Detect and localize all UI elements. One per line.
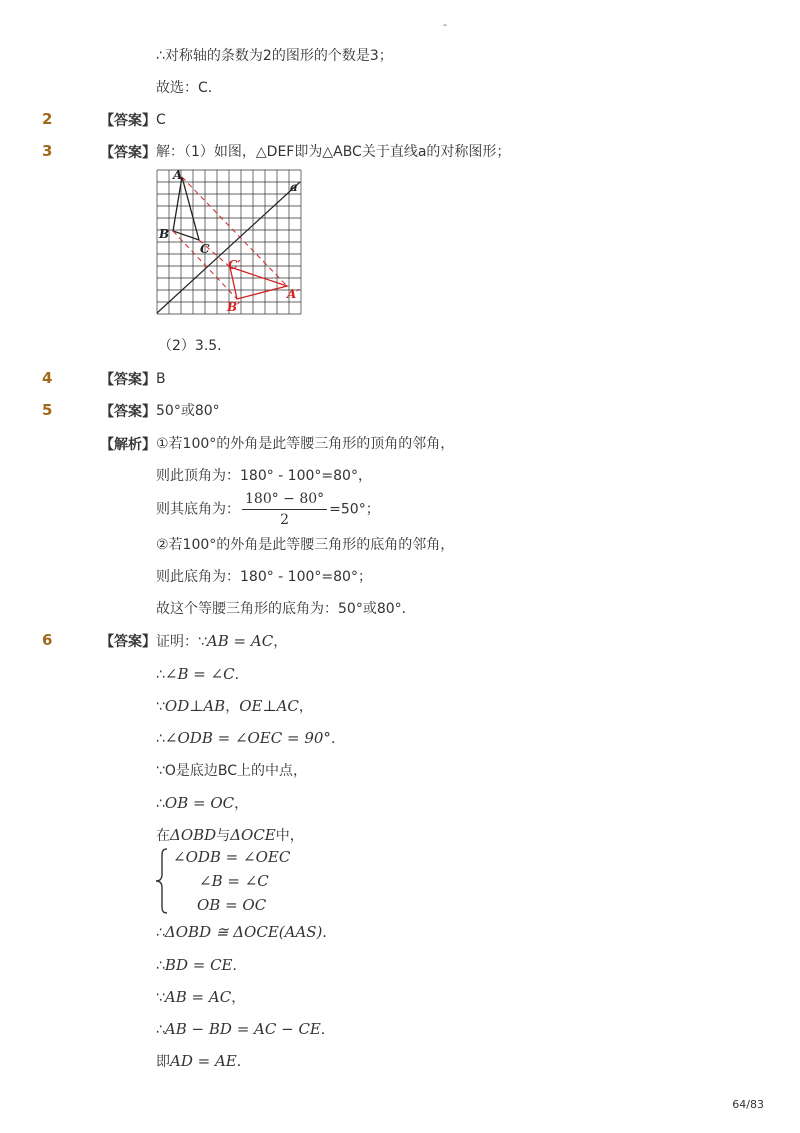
analysis-line: ①若100°的外角是此等腰三角形的顶角的邻角， [156, 436, 455, 452]
text-line: 故选：C． [156, 80, 222, 96]
answer-text: C [156, 112, 166, 128]
answer-text: 50°或80° [156, 403, 220, 419]
proof-line [156, 728, 345, 749]
proof-prefix: ∴ [156, 925, 165, 941]
question-number: 2 [42, 110, 53, 128]
fraction-suffix: =50°； [329, 501, 380, 518]
proof-math: ΔOBD [170, 826, 217, 844]
analysis-tag: 【解析】 [100, 437, 156, 453]
question-number: 3 [42, 142, 53, 160]
proof-line: ∵O是底边BC上的中点， [156, 763, 308, 779]
text-line: ∴对称轴的条数为2的图形的个数是3； [156, 48, 393, 64]
fraction-numerator: 180° − 80° [242, 490, 327, 510]
top-mark: - [443, 18, 447, 31]
label-c-prime: C′ [228, 258, 241, 272]
proof-math: BD = CE [164, 956, 233, 974]
analysis-line: 故这个等腰三角形的底角为：50°或80°． [156, 601, 416, 617]
proof-suffix: ． [234, 667, 249, 683]
system-row: OB = OC [197, 896, 267, 914]
proof-prefix: ∴ [156, 796, 165, 812]
proof-line [156, 793, 248, 814]
analysis-line-fraction [156, 490, 380, 529]
question-number: 5 [42, 401, 53, 419]
proof-math: ΔOCE [230, 826, 276, 844]
proof-math: AB = AC [164, 988, 232, 1006]
proof-math: ∠B = ∠C [164, 665, 235, 683]
proof-suffix: ， [231, 990, 246, 1006]
answer-text: 解：（1）如图，△DEF即为△ABC关于直线a的对称图形； [156, 144, 511, 160]
analysis-line: 则此底角为：180° - 100°=80°； [156, 569, 372, 585]
answer-part2: （2）3.5． [158, 338, 232, 354]
answer-tag: 【答案】 [100, 372, 156, 388]
proof-suffix: ， [273, 634, 288, 650]
proof-suffix: ． [236, 1054, 251, 1070]
proof-math: OD⊥AB [164, 697, 226, 715]
proof-math: OB = OC [164, 794, 235, 812]
analysis-line: 则此顶角为：180° - 100°=80°， [156, 468, 372, 484]
system-row: ∠B = ∠C [199, 872, 269, 890]
proof-suffix: ． [320, 1022, 335, 1038]
proof-suffix: ， [298, 699, 313, 715]
proof-math: ∠ODB = ∠OEC = 90° [164, 729, 331, 747]
proof-prefix: 证明：∵ [156, 634, 207, 650]
proof-prefix: ∵ [156, 990, 165, 1006]
proof-line [156, 922, 336, 943]
equation-system [155, 848, 355, 918]
proof-math: OE⊥AC [239, 697, 299, 715]
proof-line [156, 955, 247, 976]
answer-tag: 【答案】 [100, 404, 156, 420]
proof-math: AD = AE [170, 1052, 237, 1070]
proof-prefix: ∴ [156, 667, 165, 683]
proof-line [156, 1019, 335, 1040]
label-a: A [173, 168, 183, 182]
label-b: B [159, 227, 170, 241]
label-axis-a: a [290, 180, 298, 194]
answer-tag: 【答案】 [100, 145, 156, 161]
answer-tag: 【答案】 [100, 634, 156, 650]
triangle-abc [173, 177, 199, 240]
proof-prefix: 在 [156, 828, 170, 844]
label-c: C [200, 242, 210, 256]
question-number: 6 [42, 631, 53, 649]
left-brace-icon [155, 848, 169, 914]
proof-line [156, 664, 249, 685]
proof-line [156, 1051, 251, 1072]
proof-suffix: 中， [275, 828, 304, 844]
proof-suffix: ， [234, 796, 249, 812]
proof-math: ΔOBD ≅ ΔOCE(AAS) [164, 923, 323, 941]
proof-suffix: ． [330, 731, 345, 747]
proof-prefix: 即 [156, 1054, 170, 1070]
system-row: ∠ODB = ∠OEC [173, 848, 291, 866]
proof-line [156, 987, 245, 1008]
fraction [242, 490, 327, 529]
fraction-denominator: 2 [280, 512, 290, 528]
proof-line [156, 825, 304, 846]
analysis-line: ②若100°的外角是此等腰三角形的底角的邻角， [156, 537, 455, 553]
proof-prefix: ∴ [156, 731, 165, 747]
proof-prefix: ∴ [156, 958, 165, 974]
fraction-prefix: 则其底角为： [156, 501, 240, 518]
reflection-grid-figure [155, 168, 305, 333]
answer-text: B [156, 371, 166, 387]
question-number: 4 [42, 369, 53, 387]
label-a-prime: A′ [287, 287, 300, 301]
proof-suffix: ． [322, 925, 337, 941]
proof-line [156, 631, 287, 652]
proof-separator: 与 [216, 828, 231, 844]
proof-math: AB = AC [206, 632, 274, 650]
proof-separator: ， [225, 699, 240, 715]
answer-tag: 【答案】 [100, 113, 156, 129]
proof-prefix: ∴ [156, 1022, 165, 1038]
proof-prefix: ∵ [156, 699, 165, 715]
proof-line [156, 696, 313, 717]
page-number: 64/83 [732, 1098, 764, 1111]
proof-suffix: ． [232, 958, 247, 974]
label-b-prime: B′ [227, 300, 241, 314]
proof-math: AB − BD = AC − CE [164, 1020, 321, 1038]
